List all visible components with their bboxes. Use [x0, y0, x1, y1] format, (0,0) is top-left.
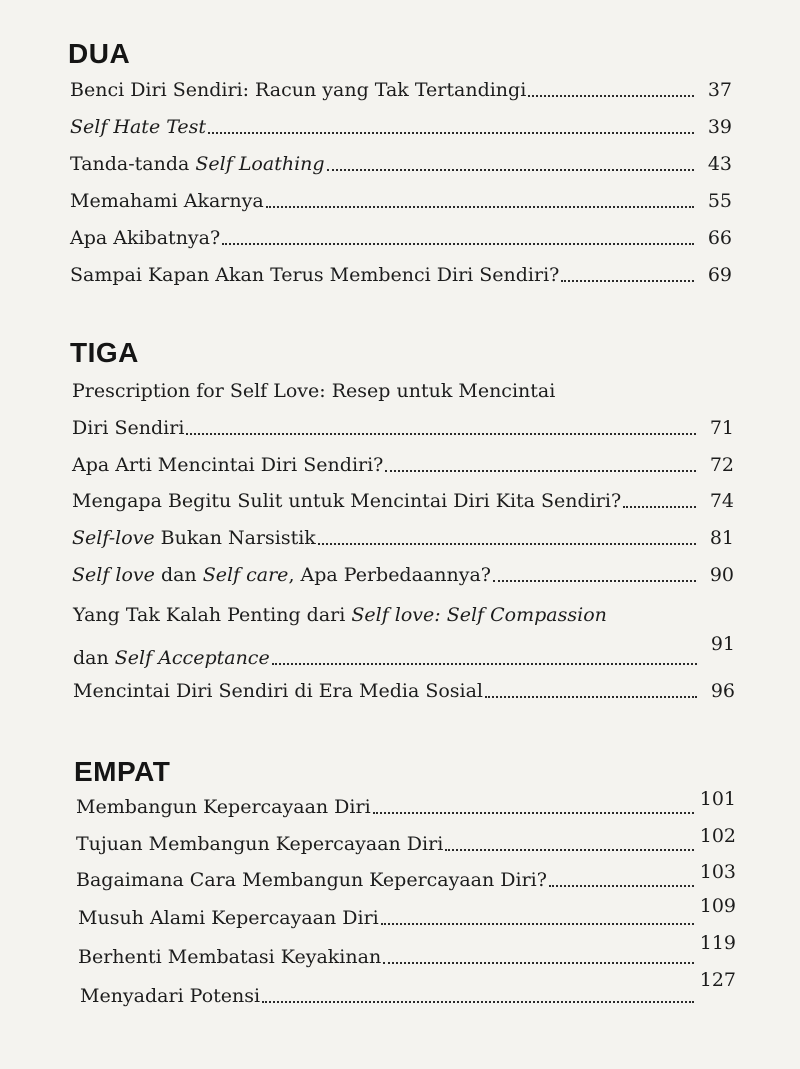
toc-entry-page: 96	[710, 680, 735, 702]
leader-dots	[528, 94, 694, 97]
toc-entry-page: 66	[707, 227, 732, 249]
leader-dots	[327, 168, 694, 171]
toc-entry	[76, 861, 736, 892]
toc-entry	[73, 633, 735, 670]
section-heading-empat: EMPAT	[74, 756, 171, 787]
toc-entry-title-line1: Yang Tak Kalah Penting dari Self love: Self Compassion	[73, 604, 607, 626]
section-heading-dua: DUA	[68, 38, 131, 69]
leader-dots	[262, 1000, 694, 1003]
leader-dots	[373, 811, 694, 814]
toc-entry	[72, 453, 734, 477]
leader-dots	[623, 505, 696, 508]
toc-entry	[70, 263, 732, 287]
toc-entry-page: 74	[709, 490, 734, 512]
leader-dots	[549, 884, 694, 887]
toc-entry-page: 127	[699, 969, 736, 991]
toc-entry-page: 109	[699, 895, 736, 917]
toc-entry-title: Diri Sendiri	[72, 417, 185, 439]
toc-entry	[70, 189, 732, 213]
leader-dots	[445, 848, 693, 851]
leader-dots	[383, 961, 694, 964]
toc-entry-title: Tanda-tanda Self Loathing	[70, 153, 325, 175]
toc-entry-title: Musuh Alami Kepercayaan Diri	[78, 907, 379, 929]
toc-entry	[72, 489, 734, 513]
leader-dots	[381, 922, 694, 925]
toc-entry	[80, 969, 736, 1008]
toc-entry	[73, 679, 735, 703]
toc-entry-page: 39	[707, 116, 732, 138]
toc-entry-title: Membangun Kepercayaan Diri	[76, 796, 371, 818]
toc-entry-page: 72	[709, 454, 734, 476]
leader-dots	[561, 279, 694, 282]
toc-entry-page: 101	[699, 788, 736, 810]
toc-entry	[70, 226, 732, 250]
leader-dots	[208, 131, 694, 134]
toc-entry-page: 69	[707, 264, 732, 286]
toc-entry-title: dan Self Acceptance	[73, 647, 270, 669]
toc-entry-page: 90	[709, 564, 734, 586]
toc-entry	[76, 788, 736, 819]
leader-dots	[272, 662, 697, 665]
toc-entry	[76, 825, 736, 856]
toc-entry	[70, 115, 732, 139]
toc-entry-page: 71	[709, 417, 734, 439]
toc-entry	[72, 526, 734, 550]
toc-entry-title: Memahami Akarnya	[70, 190, 264, 212]
leader-dots	[385, 469, 696, 472]
leader-dots	[186, 432, 696, 435]
toc-entry-title: Sampai Kapan Akan Terus Membenci Diri Sendiri?	[70, 264, 560, 286]
section-heading-tiga: TIGA	[70, 337, 139, 368]
toc-entry	[78, 895, 736, 930]
toc-entry	[70, 152, 732, 176]
toc-entry-title: Benci Diri Sendiri: Racun yang Tak Tertandingi	[70, 79, 527, 101]
toc-entry-title: Tujuan Membangun Kepercayaan Diri	[76, 833, 444, 855]
toc-entry-page: 55	[707, 190, 732, 212]
leader-dots	[493, 579, 696, 582]
toc-entry-title: Apa Akibatnya?	[70, 227, 221, 249]
toc-entry-title: Bagaimana Cara Membangun Kepercayaan Diri?	[76, 869, 547, 891]
toc-entry-title: Self love dan Self care, Apa Perbedaannya?	[72, 564, 491, 586]
toc-entry-title: Mencintai Diri Sendiri di Era Media Sosial	[73, 680, 484, 702]
toc-entry-page: 91	[710, 633, 735, 655]
toc-entry-page: 103	[699, 861, 736, 883]
toc-entry	[78, 932, 736, 969]
leader-dots	[485, 695, 697, 698]
toc-entry	[70, 78, 732, 102]
toc-entry-title-line1: Prescription for Self Love: Resep untuk Mencintai	[72, 380, 556, 402]
leader-dots	[222, 242, 694, 245]
toc-entry-page: 37	[707, 79, 732, 101]
toc-entry-title: Self Hate Test	[70, 116, 207, 138]
toc-entry	[72, 563, 734, 587]
toc-entry	[72, 416, 734, 440]
leader-dots	[266, 205, 694, 208]
toc-entry-title: Menyadari Potensi	[80, 985, 261, 1007]
toc-entry-title: Berhenti Membatasi Keyakinan	[78, 946, 382, 968]
toc-entry-page: 102	[699, 825, 736, 847]
toc-entry-title: Self-love Bukan Narsistik	[72, 527, 316, 549]
toc-entry-page: 119	[699, 932, 736, 954]
leader-dots	[318, 542, 696, 545]
toc-entry-title: Mengapa Begitu Sulit untuk Mencintai Diri Kita Sendiri?	[72, 490, 622, 512]
toc-entry-title: Apa Arti Mencintai Diri Sendiri?	[72, 454, 384, 476]
toc-entry-page: 81	[709, 527, 734, 549]
toc-entry-page: 43	[707, 153, 732, 175]
